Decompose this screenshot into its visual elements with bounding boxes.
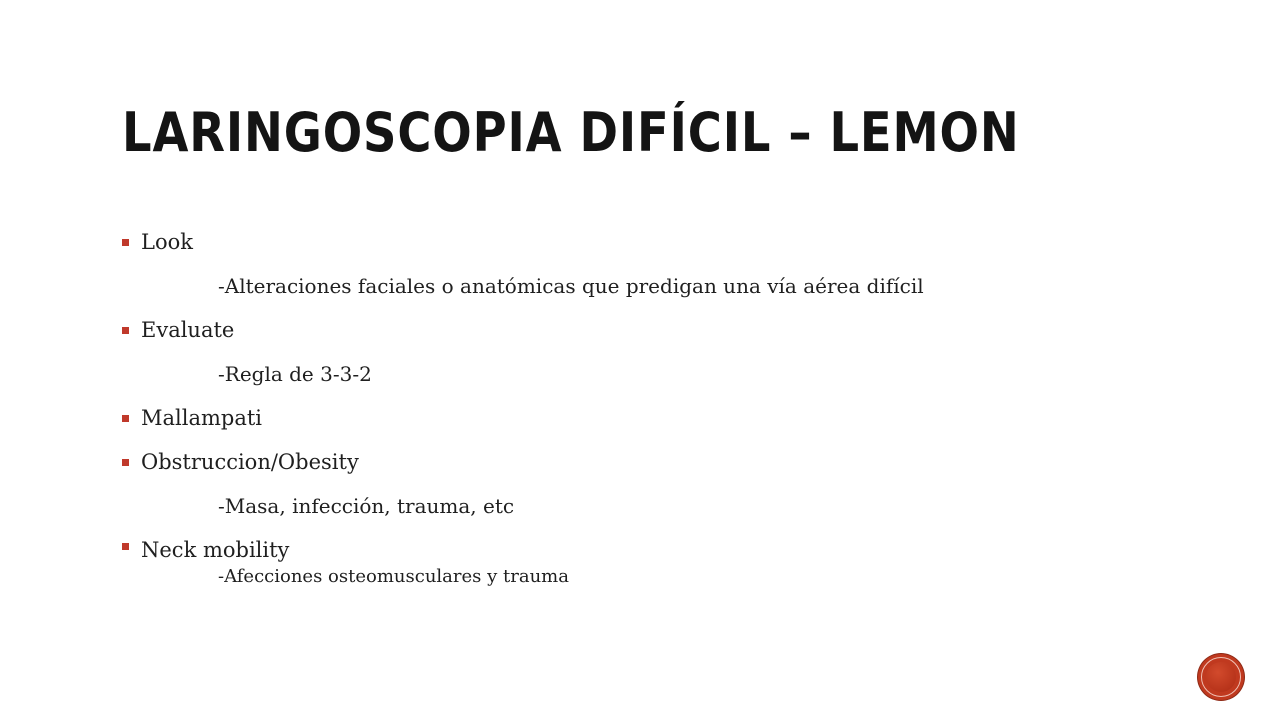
bullet-item-mallampati: [122, 396, 1182, 440]
bullet-item-obstruction: [122, 440, 1182, 484]
sub-item-text: -Alteraciones faciales o anatómicas que predigan una vía aérea difícil: [218, 274, 924, 298]
square-bullet-icon: [122, 239, 129, 246]
bullet-text: Neck mobility: [141, 538, 290, 562]
sub-item-neck-detail: [122, 564, 1182, 590]
sub-item-text: -Masa, infección, trauma, etc: [218, 494, 515, 518]
square-bullet-icon: [122, 459, 129, 466]
bullet-item-neck-mobility: [122, 528, 1182, 564]
sub-item-look-detail: [122, 264, 1182, 308]
bullet-item-evaluate: [122, 308, 1182, 352]
sub-item-text: -Regla de 3-3-2: [218, 362, 372, 386]
sub-item-evaluate-detail: [122, 352, 1182, 396]
bullet-text: Mallampati: [141, 406, 263, 430]
sub-item-text: -Afecciones osteomusculares y trauma: [218, 566, 569, 587]
sub-item-obstruction-detail: [122, 484, 1182, 528]
bullet-text: Obstruccion/Obesity: [141, 450, 359, 474]
slide-badge-circle-icon: [1198, 654, 1244, 700]
square-bullet-icon: [122, 543, 129, 550]
bullet-text: Look: [141, 230, 193, 254]
bullet-item-look: [122, 220, 1182, 264]
bullet-text: Evaluate: [141, 318, 235, 342]
square-bullet-icon: [122, 415, 129, 422]
slide-title: LARINGOSCOPIA DIFÍCIL – LEMON: [122, 101, 1020, 164]
slide-content: [122, 220, 1182, 590]
square-bullet-icon: [122, 327, 129, 334]
